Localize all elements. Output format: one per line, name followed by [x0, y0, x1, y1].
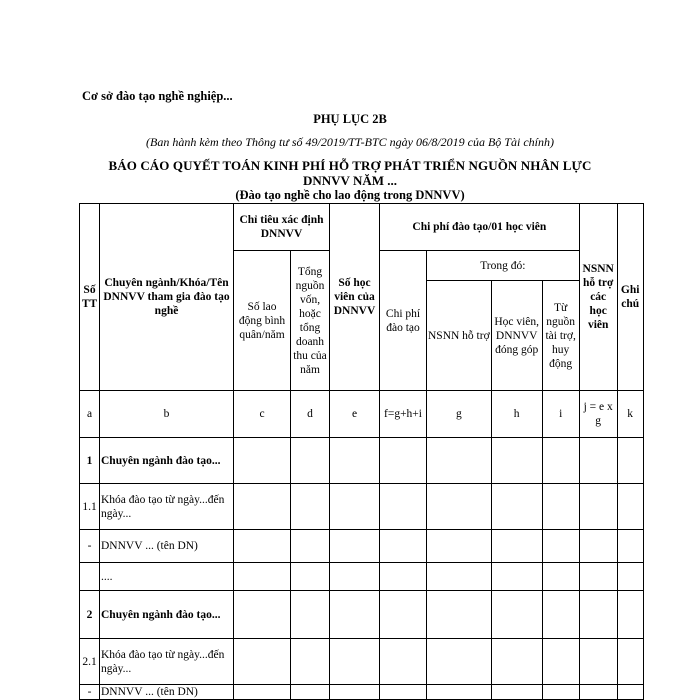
header-student-contrib: Học viên, DNNVV đóng góp — [491, 281, 542, 391]
header-avg-workers: Số lao động bình quân/năm — [234, 251, 291, 391]
header-program: Chuyên ngành/Khóa/Tên DNNVV tham gia đào tạo nghề — [100, 204, 234, 391]
header-other-funding: Từ nguồn tài trợ, huy động — [542, 281, 579, 391]
code-cell: f=g+h+i — [380, 391, 427, 438]
row-name: .... — [100, 563, 234, 591]
settlement-table — [79, 203, 644, 700]
row-stt: - — [80, 685, 100, 700]
header-nsnn-total: NSNN hỗ trợ các học viên — [579, 204, 617, 391]
appendix-label: PHỤ LỤC 2B — [313, 112, 387, 126]
organization-name: Cơ sở đào tạo nghề nghiệp... — [82, 89, 233, 103]
issuance-note: (Ban hành kèm theo Thông tư số 49/2019/TT-BTC ngày 06/8/2019 của Bộ Tài chính) — [146, 135, 554, 149]
code-cell: k — [617, 391, 643, 438]
table-row — [80, 685, 644, 700]
row-name: Chuyên ngành đào tạo... — [100, 591, 234, 639]
code-cell: j = e x g — [579, 391, 617, 438]
row-stt: 2 — [80, 591, 100, 639]
row-name: Khóa đào tạo từ ngày...đến ngày... — [100, 639, 234, 685]
code-cell: c — [234, 391, 291, 438]
header-criteria-group: Chỉ tiêu xác định DNNVV — [234, 204, 330, 251]
row-stt: 2.1 — [80, 639, 100, 685]
header-cost-group: Chi phí đào tạo/01 học viên — [380, 204, 580, 251]
row-stt: 1.1 — [80, 484, 100, 530]
table-row — [80, 484, 644, 530]
code-cell: e — [330, 391, 380, 438]
code-cell: a — [80, 391, 100, 438]
table-row — [80, 591, 644, 639]
code-cell: d — [291, 391, 330, 438]
report-title-line1: BÁO CÁO QUYẾT TOÁN KINH PHÍ HỖ TRỢ PHÁT TRIỂN NGUỒN NHÂN LỰC — [108, 158, 592, 173]
row-name: DNNVV ... (tên DN) — [100, 685, 234, 700]
row-stt: - — [80, 530, 100, 563]
header-nsnn-support: NSNN hỗ trợ — [427, 281, 492, 391]
table-row — [80, 639, 644, 685]
table-row — [80, 530, 644, 563]
row-name: DNNVV ... (tên DN) — [100, 530, 234, 563]
table-row — [80, 438, 644, 484]
table-row — [80, 563, 644, 591]
header-of-which: Trong đó: — [427, 251, 580, 281]
report-title-line2: DNNVV NĂM ... — [302, 173, 397, 188]
code-cell: b — [100, 391, 234, 438]
row-name: Chuyên ngành đào tạo... — [100, 438, 234, 484]
code-cell: g — [427, 391, 492, 438]
column-code-row — [80, 391, 644, 438]
header-stt: Số TT — [80, 204, 100, 391]
row-stt: 1 — [80, 438, 100, 484]
header-capital: Tổng nguồn vốn, hoặc tổng doanh thu của năm — [291, 251, 330, 391]
code-cell: h — [491, 391, 542, 438]
header-students: Số học viên của DNNVV — [330, 204, 380, 391]
header-training-cost: Chi phí đào tạo — [380, 251, 427, 391]
report-subtitle: (Đào tạo nghề cho lao động trong DNNVV) — [235, 188, 465, 202]
code-cell: i — [542, 391, 579, 438]
row-stt — [80, 563, 100, 591]
header-notes: Ghi chú — [617, 204, 643, 391]
row-name: Khóa đào tạo từ ngày...đến ngày... — [100, 484, 234, 530]
